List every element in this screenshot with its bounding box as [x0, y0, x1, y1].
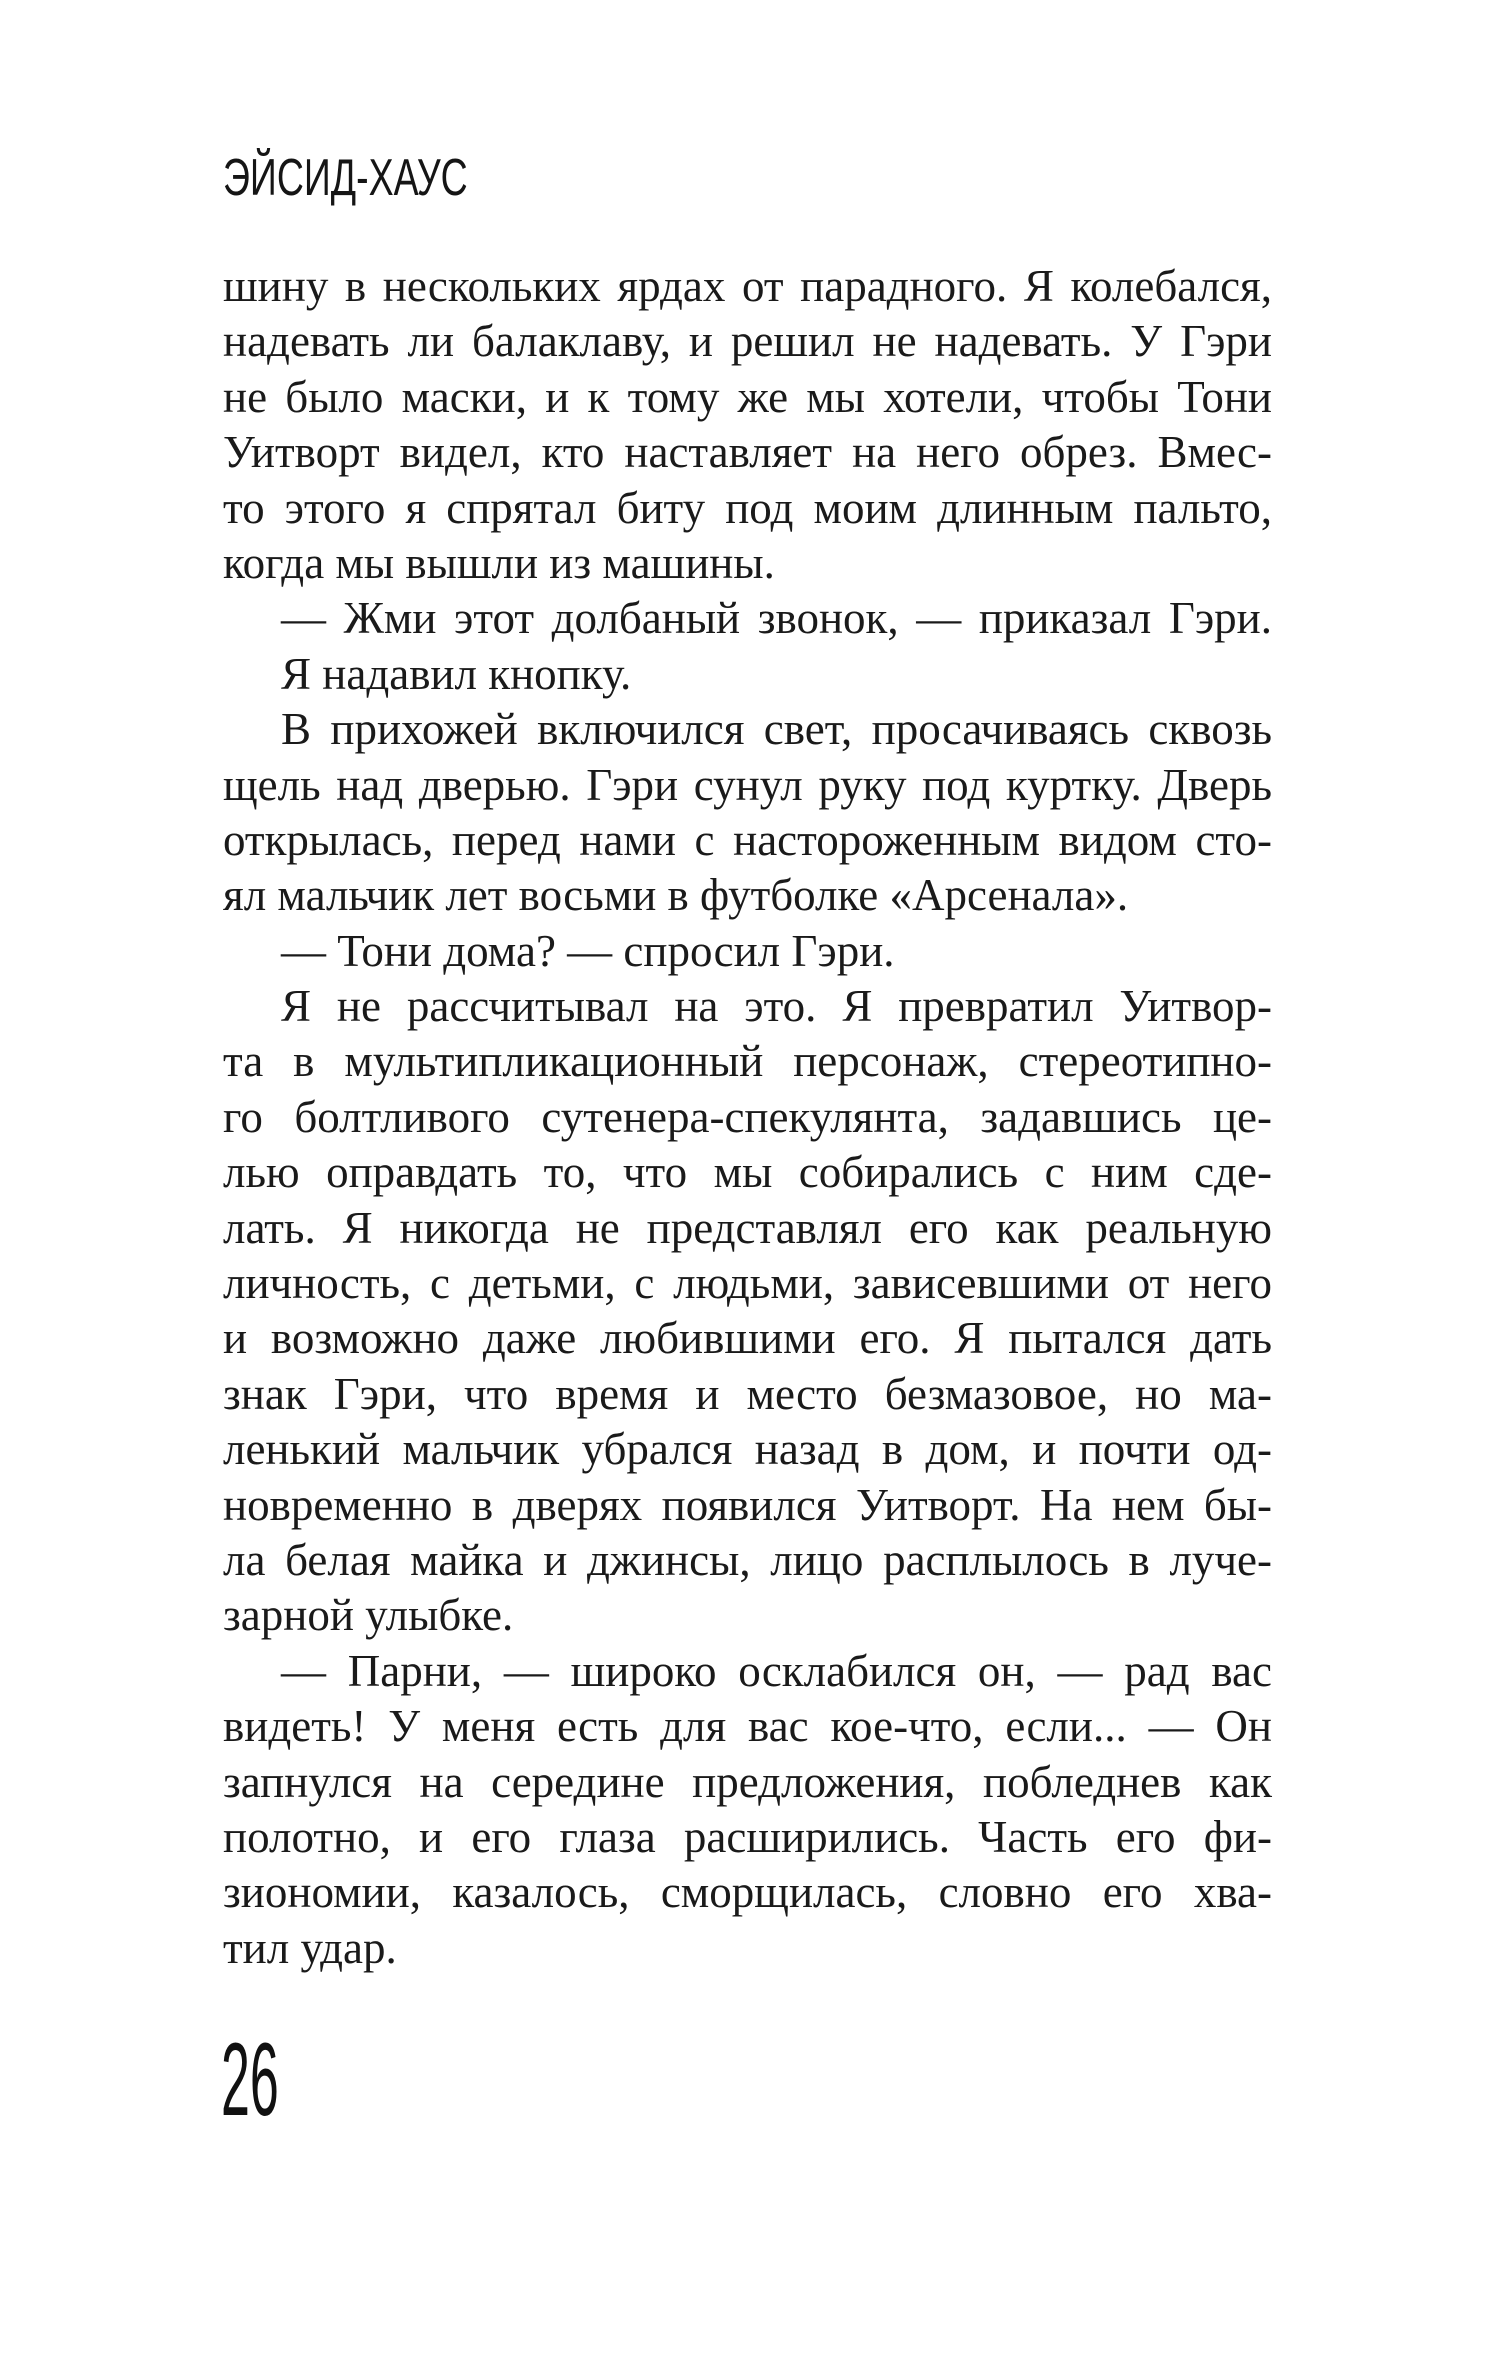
- text-line: — Парни, — широко осклабился он, — рад вас: [281, 1645, 1272, 1696]
- text-line: го болтливого сутенера-спекулянта, задавшись це-: [223, 1091, 1272, 1142]
- text-line: Я не рассчитывал на это. Я превратил Уитвор-: [281, 981, 1272, 1032]
- text-line: Я надавил кнопку.: [281, 648, 632, 699]
- text-line: ял мальчик лет восьми в футболке «Арсенала».: [223, 870, 1129, 921]
- text-line: надевать ли балаклаву, и решил не надевать. У Гэри: [223, 316, 1272, 367]
- text-line: открылась, перед нами с настороженным видом сто-: [223, 814, 1272, 865]
- text-line: лать. Я никогда не представлял его как реальную: [223, 1202, 1272, 1253]
- text-line: не было маски, и к тому же мы хотели, чтобы Тони: [223, 371, 1272, 422]
- text-line: та в мультипликационный персонаж, стереотипно-: [223, 1036, 1272, 1087]
- text-line: тил удар.: [223, 1922, 397, 1973]
- text-line: шину в нескольких ярдах от парадного. Я колебался,: [223, 261, 1272, 311]
- text-line: ла белая майка и джинсы, лицо расплылось в луче-: [223, 1534, 1272, 1585]
- text-line: ленький мальчик убрался назад в дом, и почти од-: [223, 1424, 1272, 1475]
- text-line: лью оправдать то, что мы собирались с ним сде-: [223, 1147, 1272, 1198]
- text-line: личность, с детьми, с людьми, зависевшими от него: [223, 1258, 1272, 1309]
- text-line: когда мы вышли из машины.: [223, 537, 775, 588]
- text-line: и возможно даже любившими его. Я пытался дать: [223, 1313, 1272, 1364]
- text-line: запнулся на середине предложения, побледнев как: [223, 1756, 1272, 1807]
- text-line: знак Гэри, что время и место безмазовое, но ма-: [223, 1368, 1272, 1419]
- text-line: новременно в дверях появился Уитворт. На нем бы-: [223, 1479, 1272, 1530]
- text-line: полотно, и его глаза расширились. Часть его фи-: [223, 1811, 1272, 1862]
- text-line: — Жми этот долбаный звонок, — приказал Гэри.: [281, 593, 1272, 644]
- text-line: щель над дверью. Гэри сунул руку под куртку. Дверь: [223, 759, 1272, 810]
- text-line: Уитворт видел, кто наставляет на него обрез. Вмес-: [223, 427, 1272, 478]
- text-line: В прихожей включился свет, просачиваясь сквозь: [281, 704, 1272, 755]
- text-line: зиономии, казалось, сморщилась, словно его хва-: [223, 1867, 1272, 1918]
- text-line: то этого я спрятал биту под моим длинным пальто,: [223, 482, 1272, 533]
- text-line: зарной улыбке.: [223, 1590, 514, 1641]
- body-text: [223, 259, 1272, 1976]
- page-number: 26: [221, 2022, 279, 2138]
- text-line: видеть! У меня есть для вас кое-что, если... — Он: [223, 1701, 1272, 1752]
- text-line: — Тони дома? — спросил Гэри.: [281, 925, 895, 976]
- running-title: ЭЙСИД-ХАУС: [223, 149, 468, 207]
